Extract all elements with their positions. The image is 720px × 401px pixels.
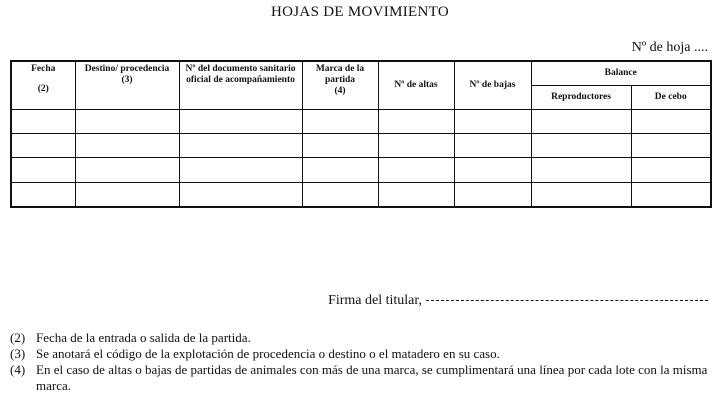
table-cell[interactable] (378, 133, 454, 157)
table-cell[interactable] (179, 182, 302, 207)
signature-label: Firma del titular, (328, 293, 422, 308)
table-cell[interactable] (631, 133, 711, 157)
footnotes (10, 330, 715, 394)
table-cell[interactable] (302, 182, 378, 207)
table-row (11, 182, 711, 207)
table-cell[interactable] (531, 182, 631, 207)
footnote (10, 330, 715, 346)
table-cell[interactable] (454, 182, 531, 207)
sheet-number-label: Nº de hoja .... (631, 40, 708, 55)
header-balance: Balance (531, 61, 711, 85)
table-cell[interactable] (531, 133, 631, 157)
table-cell[interactable] (179, 158, 302, 182)
movement-table (10, 60, 712, 208)
header-documento: Nº del documento sanitario oficial de acompañamiento (179, 61, 302, 109)
table-cell[interactable] (631, 182, 711, 207)
header-destino: Destino/ procedencia (3) (75, 61, 179, 109)
table-cell[interactable] (531, 158, 631, 182)
table-cell[interactable] (302, 133, 378, 157)
footnote-number: (3) (10, 346, 26, 361)
table-cell[interactable] (302, 158, 378, 182)
header-fecha: Fecha (2) (11, 61, 75, 109)
table-cell[interactable] (531, 109, 631, 133)
footnote (10, 346, 715, 362)
table-cell[interactable] (11, 182, 75, 207)
table-cell[interactable] (75, 109, 179, 133)
table-cell[interactable] (75, 133, 179, 157)
header-reproductores: Reproductores (531, 85, 631, 109)
table-cell[interactable] (179, 109, 302, 133)
header-altas: Nº de altas (378, 61, 454, 109)
footnote-text: Fecha de la entrada o salida de la partida. (36, 330, 251, 345)
table-cell[interactable] (378, 182, 454, 207)
header-marca: Marca de la partida (4) (302, 61, 378, 109)
table-cell[interactable] (631, 158, 711, 182)
footnote-text: Se anotará el código de la explotación de procedencia o destino o el matadero en su caso. (36, 346, 500, 361)
signature-line[interactable] (426, 300, 708, 301)
table-cell[interactable] (302, 109, 378, 133)
table-row (11, 133, 711, 157)
page-title: HOJAS DE MOVIMIENTO (271, 4, 449, 20)
table-cell[interactable] (631, 109, 711, 133)
header-bajas: Nº de bajas (454, 61, 531, 109)
table-cell[interactable] (75, 182, 179, 207)
footnote (10, 362, 715, 394)
table-cell[interactable] (75, 158, 179, 182)
table-cell[interactable] (454, 109, 531, 133)
header-cebo: De cebo (631, 85, 711, 109)
table-row (11, 158, 711, 182)
footnote-text: En el caso de altas o bajas de partidas de animales con más de una marca, se cumplimentará una línea por cada lote con la misma marca. (36, 362, 708, 393)
table-cell[interactable] (378, 158, 454, 182)
table-cell[interactable] (11, 158, 75, 182)
table-cell[interactable] (378, 109, 454, 133)
table-cell[interactable] (11, 133, 75, 157)
table-cell[interactable] (454, 158, 531, 182)
table-row (11, 109, 711, 133)
table-cell[interactable] (454, 133, 531, 157)
footnote-number: (2) (10, 330, 26, 345)
footnote-number: (4) (10, 362, 26, 377)
table-cell[interactable] (11, 109, 75, 133)
table-cell[interactable] (179, 133, 302, 157)
table-body (11, 109, 711, 207)
signature-area (328, 293, 708, 309)
